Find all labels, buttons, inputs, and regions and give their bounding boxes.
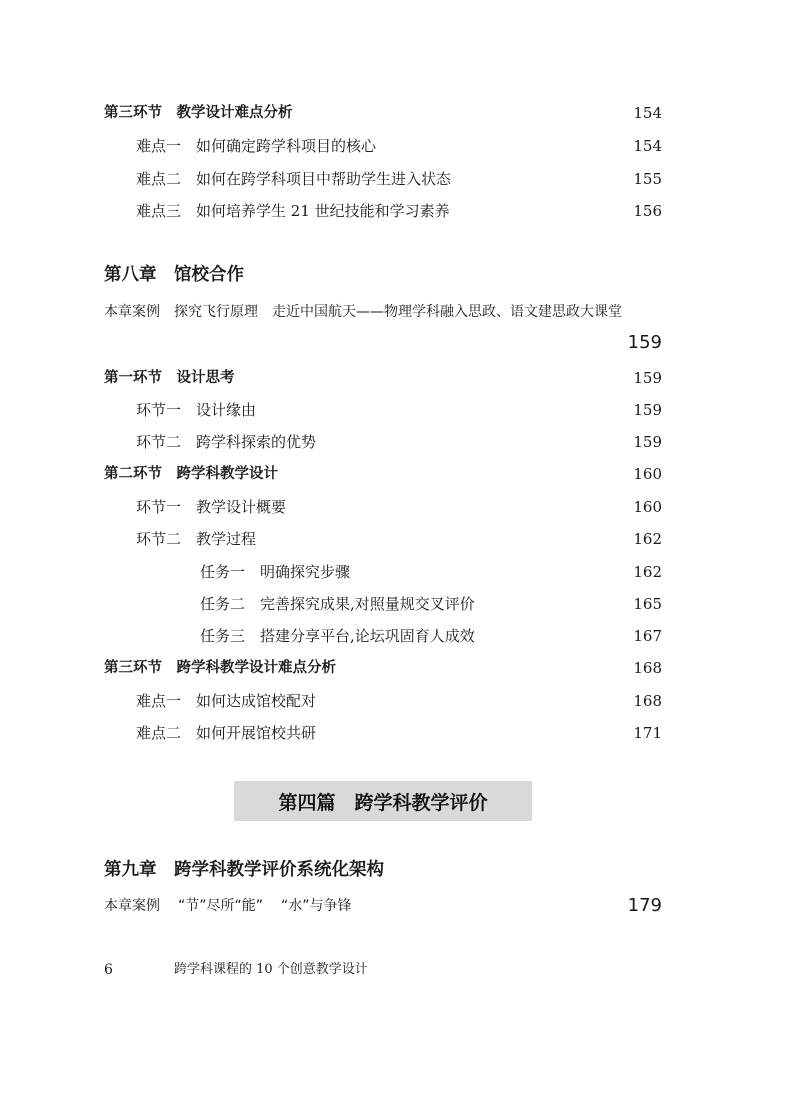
toc-entry-ch8-difficulty-1[interactable]: [0, 689, 790, 713]
footer-book-title: 跨学科课程的 10 个创意教学设计: [174, 962, 368, 977]
toc-section-title: 第二环节 跨学科教学设计: [104, 466, 278, 482]
toc-entry-ch7-difficulty-3[interactable]: [0, 199, 790, 223]
toc-entry-ch8-sec2[interactable]: [0, 462, 790, 486]
toc-chapter-8-case[interactable]: [0, 300, 790, 324]
toc-page-number: 160: [633, 465, 662, 483]
chapter-case-page-number: 159: [627, 332, 662, 353]
toc-page-number: 162: [633, 563, 662, 581]
toc-entry-ch8-difficulty-2[interactable]: [0, 721, 790, 745]
toc-page-number: 168: [633, 659, 662, 677]
case-label: 本章案例: [104, 898, 160, 914]
toc-entry-ch8-sec1-item-1[interactable]: [0, 398, 790, 422]
toc-item-label: 难点二 如何在跨学科项目中帮助学生进入状态: [136, 170, 452, 188]
toc-entry-ch8-task-2[interactable]: [0, 592, 790, 616]
toc-task-label: 任务一 明确探究步骤: [200, 563, 351, 581]
case-title-part-2: “水”与争锋: [281, 898, 352, 914]
toc-entry-ch8-task-1[interactable]: [0, 560, 790, 584]
toc-chapter-8[interactable]: [0, 263, 790, 287]
toc-item-label: 难点一 如何达成馆校配对: [136, 692, 317, 710]
toc-entry-ch7-sec3[interactable]: [0, 101, 790, 125]
toc-page-number: 156: [633, 202, 662, 220]
toc-page-number: 154: [633, 137, 662, 155]
toc-task-label: 任务二 完善探究成果,对照量规交叉评价: [200, 595, 475, 613]
chapter-title: 第九章 跨学科教学评价系统化架构: [104, 860, 384, 880]
toc-page-number: 155: [633, 170, 662, 188]
toc-entry-ch8-sec1[interactable]: [0, 366, 790, 390]
part-title: 第四篇 跨学科教学评价: [278, 791, 488, 814]
toc-item-label: 环节一 教学设计概要: [136, 498, 287, 516]
toc-page-number: 154: [633, 104, 662, 122]
toc-page-number: 159: [633, 401, 662, 419]
case-title-part-1: “节”尽所“能”: [178, 898, 264, 914]
toc-section-title: 第三环节 教学设计难点分析: [104, 105, 293, 121]
footer-page-number: 6: [104, 962, 113, 978]
toc-item-label: 难点二 如何开展馆校共研: [136, 724, 317, 742]
toc-chapter-9[interactable]: [0, 858, 790, 882]
toc-item-label: 难点一 如何确定跨学科项目的核心: [136, 137, 377, 155]
toc-page-number: 171: [633, 724, 662, 742]
toc-page-number: 162: [633, 530, 662, 548]
toc-item-label: 环节一 设计缘由: [136, 401, 257, 419]
chapter-case-title: [104, 894, 352, 918]
toc-item-label: 环节二 跨学科探索的优势: [136, 433, 317, 451]
toc-entry-ch8-sec1-item-2[interactable]: [0, 430, 790, 454]
toc-page-number: 168: [633, 692, 662, 710]
toc-entry-ch8-sec2-item-1[interactable]: [0, 495, 790, 519]
toc-entry-ch7-difficulty-2[interactable]: [0, 167, 790, 191]
toc-entry-ch8-sec2-item-2[interactable]: [0, 527, 790, 551]
toc-task-label: 任务三 搭建分享平台,论坛巩固育人成效: [200, 627, 475, 645]
toc-section-title: 第一环节 设计思考: [104, 370, 235, 386]
chapter-title: 第八章 馆校合作: [104, 265, 244, 285]
toc-section-title: 第三环节 跨学科教学设计难点分析: [104, 660, 336, 676]
chapter-case-page-number: 179: [627, 895, 662, 916]
part-banner: [234, 781, 532, 821]
toc-page-number: 165: [633, 595, 662, 613]
toc-page-number: 167: [633, 627, 662, 645]
toc-chapter-9-case[interactable]: [0, 894, 790, 918]
toc-item-label: 环节二 教学过程: [136, 530, 257, 548]
toc-page-number: 160: [633, 498, 662, 516]
toc-entry-ch8-sec3[interactable]: [0, 656, 790, 680]
toc-entry-ch7-difficulty-1[interactable]: [0, 134, 790, 158]
toc-page-number: 159: [633, 369, 662, 387]
chapter-case-title: 本章案例 探究飞行原理 走近中国航天——物理学科融入思政、语文建思政大课堂: [104, 304, 622, 320]
toc-entry-ch8-task-3[interactable]: [0, 624, 790, 648]
toc-page-number: 159: [633, 433, 662, 451]
toc-item-label: 难点三 如何培养学生 21 世纪技能和学习素养: [136, 202, 450, 220]
